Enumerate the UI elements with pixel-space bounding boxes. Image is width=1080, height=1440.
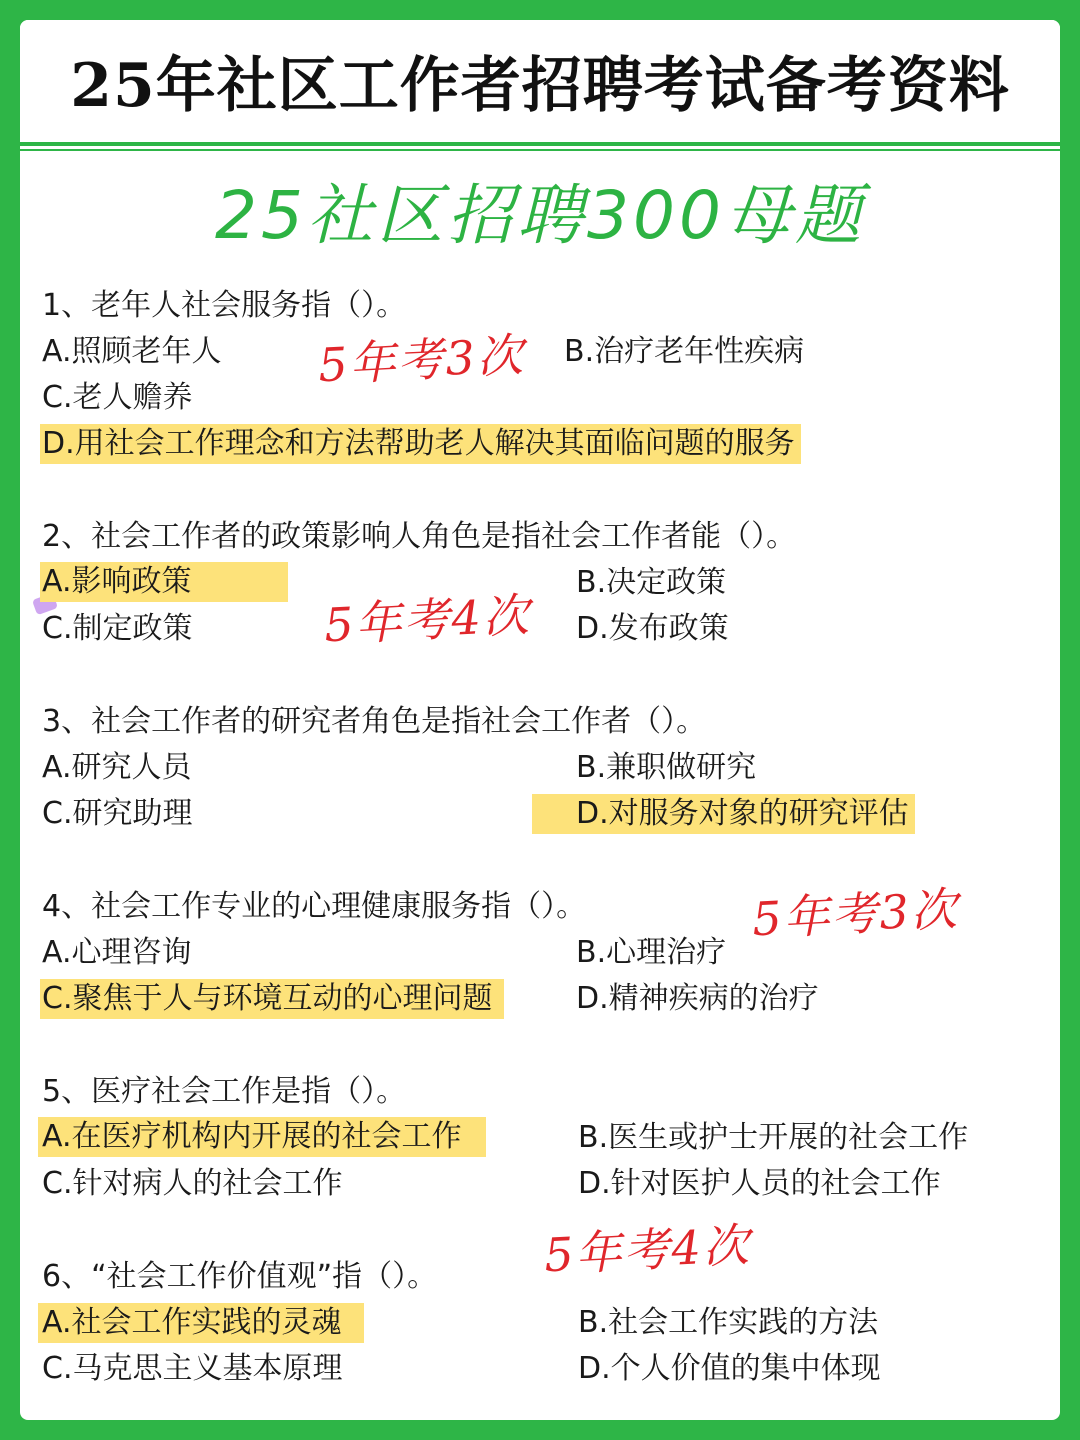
- question-2-option-d: D.发布政策: [576, 611, 729, 646]
- question-4-title: 4、社会工作专业的心理健康服务指（）。: [42, 889, 587, 924]
- question-2-option-b: B.决定政策: [576, 565, 727, 600]
- question-1-option-a: A.照顾老年人: [42, 334, 222, 369]
- question-5-frequency-note: 5年考4次: [542, 1217, 752, 1283]
- question-6-title: 6、“社会工作价值观”指（）。: [42, 1259, 438, 1294]
- question-5-title: 5、医疗社会工作是指（）。: [42, 1074, 407, 1109]
- question-1-title: 1、老年人社会服务指（）。: [42, 288, 407, 323]
- question-1-option-c: C.老人赡养: [42, 380, 193, 415]
- question-5-option-b: B.医生或护士开展的社会工作: [578, 1120, 969, 1155]
- header: [20, 20, 1060, 142]
- question-5-option-d: D.针对医护人员的社会工作: [578, 1166, 941, 1201]
- question-4-option-b: B.心理治疗: [576, 935, 727, 970]
- question-3-option-d-answer: D.对服务对象的研究评估: [532, 794, 915, 834]
- question-5-option-c: C.针对病人的社会工作: [42, 1166, 343, 1201]
- question-3-option-c: C.研究助理: [42, 796, 193, 831]
- header-divider-thin: [20, 149, 1060, 151]
- question-4-option-d: D.精神疾病的治疗: [576, 981, 819, 1016]
- question-1-option-d-answer: D.用社会工作理念和方法帮助老人解决其面临问题的服务: [40, 424, 801, 464]
- subtitle: 25社区招聘300母题: [215, 177, 865, 254]
- question-1-frequency-note: 5年考3次: [316, 327, 526, 393]
- question-4-option-a: A.心理咨询: [42, 935, 192, 970]
- question-3-option-a: A.研究人员: [42, 750, 192, 785]
- question-6-option-a-answer: A.社会工作实践的灵魂: [38, 1303, 364, 1343]
- question-2-option-c: C.制定政策: [42, 611, 193, 646]
- question-6-option-d: D.个人价值的集中体现: [578, 1351, 881, 1386]
- question-6-option-b: B.社会工作实践的方法: [578, 1305, 879, 1340]
- question-3-title: 3、社会工作者的研究者角色是指社会工作者（）。: [42, 704, 707, 739]
- question-2-option-a-answer: A.影响政策: [40, 562, 288, 602]
- question-5-option-a-answer: A.在医疗机构内开展的社会工作: [38, 1117, 486, 1157]
- question-3-option-b: B.兼职做研究: [576, 750, 757, 785]
- header-divider: [20, 142, 1060, 146]
- question-4-frequency-note: 5年考3次: [750, 881, 960, 947]
- question-6-option-c: C.马克思主义基本原理: [42, 1351, 343, 1386]
- question-2-title: 2、社会工作者的政策影响人角色是指社会工作者能（）。: [42, 519, 797, 554]
- question-2-frequency-note: 5年考4次: [322, 587, 532, 653]
- question-1-option-b: B.治疗老年性疾病: [564, 334, 805, 369]
- document-card: [20, 20, 1060, 1420]
- page-title: 25年社区工作者招聘考试备考资料: [70, 51, 1010, 121]
- question-4-option-c-answer: C.聚焦于人与环境互动的心理问题: [40, 979, 504, 1019]
